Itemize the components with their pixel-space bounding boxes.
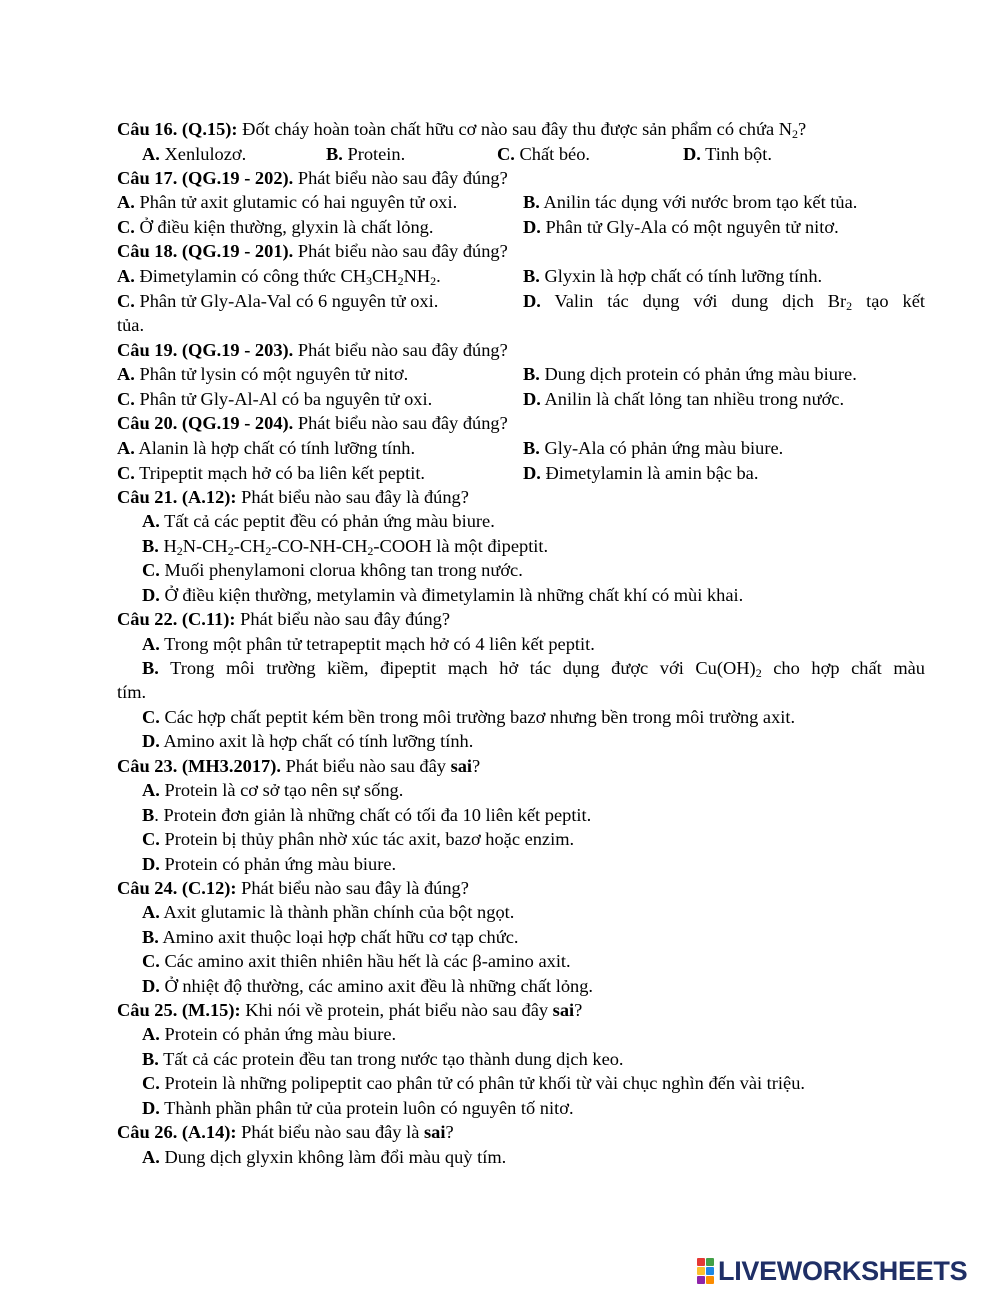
option-d: D. Tinh bột.: [683, 144, 772, 164]
question-16-stem: Câu 16. (Q.15): Đốt cháy hoàn toàn chất hữu cơ nào sau đây thu được sản phẩm có chứa $N_2$?: [117, 119, 807, 141]
question-26-option-a: A. Dung dịch glyxin không làm đổi màu quỳ tím.: [142, 1147, 507, 1167]
option-a: A. Alanin là hợp chất có tính lưỡng tính.: [117, 438, 416, 458]
question-22-option-b: B. Trong môi trường kiềm, đipeptit mạch hở tác dụng được với $Cu(OH)_2$ cho hợp chất màu: [142, 658, 925, 680]
question-24-option-b: B. Amino axit thuộc loại hợp chất hữu cơ tạp chức.: [142, 927, 519, 947]
question-22-option-a: A. Trong một phân tử tetrapeptit mạch hở có 4 liên kết peptit.: [142, 634, 595, 654]
question-24-option-d: D. Ở nhiệt độ thường, các amino axit đều là những chất lỏng.: [142, 976, 594, 996]
question-21-stem: Câu 21. (A.12): Phát biểu nào sau đây là đúng?: [117, 487, 469, 507]
option-c: C. Chất béo.: [497, 144, 590, 164]
question-21-option-d: D. Ở điều kiện thường, metylamin và đimetylamin là những chất khí có mùi khai.: [142, 585, 744, 605]
question-22-option-c: C. Các hợp chất peptit kém bền trong môi trường bazơ nhưng bền trong môi trường axit.: [142, 707, 796, 727]
option-d: D. Valin tác dụng với dung dịch $Br_2$ tạo kết: [523, 291, 925, 313]
question-19-options-cd: [0, 387, 1000, 411]
liveworksheets-icon: [697, 1258, 714, 1284]
question-25-stem: Câu 25. (M.15): Khi nói về protein, phát biểu nào sau đây sai?: [117, 1000, 583, 1020]
liveworksheets-logo: [697, 1256, 967, 1286]
option-c: C. Ở điều kiện thường, glyxin là chất lỏng.: [117, 217, 434, 237]
question-22-stem: Câu 22. (C.11): Phát biểu nào sau đây đúng?: [117, 609, 451, 629]
option-b: B. Protein.: [326, 144, 406, 164]
option-b: B. Dung dịch protein có phản ứng màu biure.: [523, 364, 857, 384]
option-b: B. Gly-Ala có phản ứng màu biure.: [523, 438, 784, 458]
logo-text: LIVEWORKSHEETS: [718, 1255, 968, 1286]
question-20-options-cd: [0, 461, 1000, 485]
question-18-option-d-continued: tủa.: [117, 315, 145, 335]
question-16-options: [0, 142, 1000, 166]
option-c: C. Phân tử Gly-Al-Al có ba nguyên tử oxi.: [117, 389, 433, 409]
question-19-stem: Câu 19. (QG.19 - 203). Phát biểu nào sau đây đúng?: [117, 340, 508, 360]
option-b: B. Glyxin là hợp chất có tính lưỡng tính.: [523, 266, 823, 286]
question-17-options-ab: [0, 190, 1000, 214]
option-a: A. Xenlulozơ.: [142, 144, 247, 164]
option-a: A. Đimetylamin có công thức $CH_3CH_2NH_2$.: [117, 266, 441, 288]
option-c: C. Tripeptit mạch hở có ba liên kết peptit.: [117, 463, 426, 483]
question-22-option-d: D. Amino axit là hợp chất có tính lưỡng tính.: [142, 731, 474, 751]
question-25-option-d: D. Thành phần phân tử của protein luôn có nguyên tố nitơ.: [142, 1098, 574, 1118]
option-d: D. Anilin là chất lỏng tan nhiều trong nước.: [523, 389, 845, 409]
option-b: B. Anilin tác dụng với nước brom tạo kết tủa.: [523, 192, 858, 212]
question-26-stem: Câu 26. (A.14): Phát biểu nào sau đây là sai?: [117, 1122, 454, 1142]
question-20-stem: Câu 20. (QG.19 - 204). Phát biểu nào sau đây đúng?: [117, 413, 508, 433]
question-23-option-b: B. Protein đơn giản là những chất có tối đa 10 liên kết peptit.: [142, 805, 592, 825]
option-a: A. Phân tử axit glutamic có hai nguyên tử oxi.: [117, 192, 458, 212]
question-23-option-d: D. Protein có phản ứng màu biure.: [142, 854, 397, 874]
option-c: C. Phân tử Gly-Ala-Val có 6 nguyên tử oxi.: [117, 291, 439, 311]
option-d: D. Phân tử Gly-Ala có một nguyên tử nitơ.: [523, 217, 839, 237]
question-24-stem: Câu 24. (C.12): Phát biểu nào sau đây là đúng?: [117, 878, 469, 898]
question-22-option-b-continued: tím.: [117, 682, 147, 702]
question-20-options-ab: [0, 436, 1000, 460]
option-d: D. Đimetylamin là amin bậc ba.: [523, 463, 759, 483]
option-a: A. Phân tử lysin có một nguyên tử nitơ.: [117, 364, 409, 384]
question-23-stem: Câu 23. (MH3.2017). Phát biểu nào sau đây sai?: [117, 756, 481, 776]
question-25-option-c: C. Protein là những polipeptit cao phân tử có phân tử khối từ vài chục nghìn đến vài triệu.: [142, 1073, 805, 1093]
question-24-option-a: A. Axit glutamic là thành phần chính của bột ngọt.: [142, 902, 515, 922]
question-25-option-b: B. Tất cả các protein đều tan trong nước tạo thành dung dịch keo.: [142, 1049, 624, 1069]
question-23-option-a: A. Protein là cơ sở tạo nên sự sống.: [142, 780, 404, 800]
question-18-options-ab: [0, 264, 1000, 288]
question-16-head: Câu 16. (Q.15):: [117, 119, 238, 139]
question-24-option-c: C. Các amino axit thiên nhiên hầu hết là các β-amino axit.: [142, 951, 571, 971]
question-17-stem: Câu 17. (QG.19 - 202). Phát biểu nào sau đây đúng?: [117, 168, 508, 188]
question-25-option-a: A. Protein có phản ứng màu biure.: [142, 1024, 397, 1044]
question-19-options-ab: [0, 362, 1000, 386]
question-18-stem: Câu 18. (QG.19 - 201). Phát biểu nào sau đây đúng?: [117, 241, 508, 261]
question-21-option-a: A. Tất cả các peptit đều có phản ứng màu biure.: [142, 511, 495, 531]
question-18-options-cd: [0, 289, 1000, 313]
question-21-option-c: C. Muối phenylamoni clorua không tan trong nước.: [142, 560, 523, 580]
question-23-option-c: C. Protein bị thủy phân nhờ xúc tác axit, bazơ hoặc enzim.: [142, 829, 575, 849]
question-21-option-b: B. $H_2N-CH_2-CH_2-CO-NH-CH_2$-COOH là một đipeptit.: [142, 536, 549, 558]
question-17-options-cd: [0, 215, 1000, 239]
